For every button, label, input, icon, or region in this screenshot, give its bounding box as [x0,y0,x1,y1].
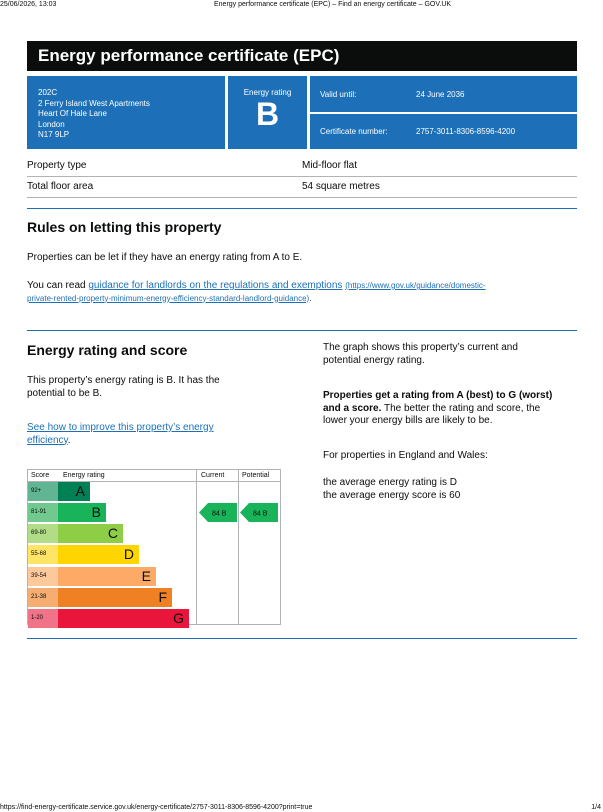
band-score-g: 1-20 [28,609,58,628]
section-divider [27,330,577,331]
average-rating: the average energy rating is D [323,477,457,488]
rules-paragraph: Properties can be let if they have an energy rating from A to E. [27,252,303,263]
band-score-e: 39-54 [28,567,58,586]
address-line: 2 Ferry Island West Apartments [38,98,150,108]
energy-rating-box [228,76,307,149]
address-line: London [38,119,65,129]
landlord-guidance-link[interactable]: guidance for landlords on the regulations and exemptions [88,280,343,291]
property-type-value: Mid-floor flat [302,155,577,176]
certificate-number-label: Certificate number: [320,127,388,136]
band-bar-c: C [58,524,123,543]
valid-until-label: Valid until: [320,90,357,99]
valid-until-value: 24 June 2036 [416,90,465,99]
current-rating-arrow [199,503,237,522]
property-address [27,76,225,149]
address-line: Heart Of Hale Lane [38,109,107,118]
rating-description-line: potential to be B. [27,387,103,399]
guidance-paragraph [27,280,577,305]
current-rating-arrow-label: 84 B [212,510,227,518]
graph-explanation [323,342,518,367]
landlord-guidance-url[interactable]: (https://www.gov.uk/guidance/domestic- [345,281,486,290]
property-details-table [27,155,577,198]
potential-column-header: Potential [242,472,270,479]
band-bar-g: G [58,609,189,628]
band-bar-a: A [58,482,90,501]
print-timestamp: 25/06/2026, 13:03 [0,1,57,8]
improve-efficiency-link-cont[interactable]: efficiency [27,434,68,446]
band-bar-f: F [58,588,172,607]
rating-column-header: Energy rating [63,472,105,479]
energy-rating-letter: B [255,96,280,132]
potential-rating-arrow-label: 84 B [253,510,268,518]
energy-rating-heading: Energy rating and score [27,342,188,358]
section-divider [27,208,577,209]
certificate-summary [27,76,577,149]
energy-rating-chart [27,469,281,625]
potential-rating-arrow [240,503,278,522]
print-page-title: Energy performance certificate (EPC) – Find an energy certificate – GOV.UK [214,1,452,8]
rating-scale-text: The better the rating and score, the [381,402,541,414]
property-type-label: Property type [27,155,302,176]
band-bar-b: B [58,503,106,522]
score-column-header: Score [31,472,50,479]
improve-efficiency-link[interactable]: See how to improve this property’s energy [27,422,214,433]
table-row [27,155,577,176]
chart-column-divider [196,470,197,624]
band-score-d: 55-68 [28,545,58,564]
improve-paragraph [27,422,214,447]
address-line: 202C [38,88,58,97]
rating-scale-bold: and a score. [323,402,382,414]
address-line: N17 9LP [38,130,70,139]
rating-scale-bold: Properties get a rating from A (best) to G (worst) [323,390,553,401]
rules-heading: Rules on letting this property [27,219,222,235]
floor-area-value: 54 square metres [302,176,577,198]
table-row [27,176,577,198]
chart-column-divider [238,470,239,624]
guidance-prefix: You can read [27,280,89,291]
band-bar-e: E [58,567,156,586]
band-bar-d: D [58,545,139,564]
page-title: Energy performance certificate (EPC) [27,41,577,71]
graph-explanation-line: potential energy rating. [323,354,425,366]
valid-until-row [310,76,577,112]
region-note: For properties in England and Wales: [323,450,488,461]
rating-scale-text: lower your energy bills are likely to be. [323,415,493,426]
band-score-b: 81-91 [28,503,58,522]
band-score-c: 69-80 [28,524,58,543]
energy-rating-label: Energy rating [243,88,292,97]
rating-description-line: This property’s energy rating is B. It has the [27,375,220,386]
guidance-suffix: . [309,293,312,303]
print-url: https://find-energy-certificate.service.gov.uk/energy-certificate/2757-3011-8306-8596-4200?print=true [0,804,313,811]
landlord-guidance-url-cont[interactable]: private-rented-property-minimum-energy-efficiency-standard-landlord-guidance) [27,293,310,303]
certificate-number-value: 2757-3011-8306-8596-4200 [416,127,516,136]
averages [323,477,460,502]
section-divider [27,638,577,639]
current-column-header: Current [201,472,225,479]
rating-scale-explanation [323,390,552,428]
average-score: the average energy score is 60 [323,489,461,501]
graph-explanation-line: The graph shows this property’s current and [323,342,518,353]
band-score-a: 92+ [28,482,58,501]
certificate-number-row [310,114,577,149]
floor-area-label: Total floor area [27,176,302,198]
print-page-count: 1/4 [591,804,601,811]
improve-suffix: . [67,434,71,446]
rating-description [27,375,220,400]
band-score-f: 21-38 [28,588,58,607]
